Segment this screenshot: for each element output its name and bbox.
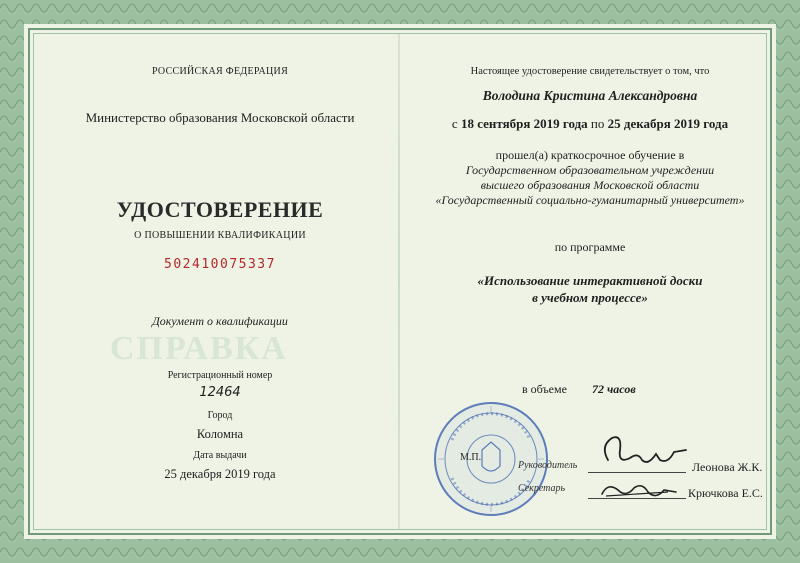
training-line: прошел(а) краткосрочное обучение в <box>495 148 685 162</box>
issue-date: 25 декабря 2019 года <box>164 467 276 481</box>
city-label: Город <box>207 410 233 421</box>
period-start: 18 сентября 2019 года <box>460 116 588 131</box>
program-line-1: «Использование интерактивной доски <box>477 273 703 288</box>
official-seal <box>432 400 550 518</box>
head-signature <box>598 430 690 474</box>
period-end: 25 декабря 2019 года <box>607 116 729 131</box>
head-name: Леонова Ж.К. <box>692 460 763 474</box>
program-line-2: в учебном процессе» <box>532 290 648 305</box>
program-label: по программе <box>554 240 626 254</box>
seal-place-label: М.П. <box>460 452 482 463</box>
training-period <box>400 116 780 132</box>
institution-line-3: «Государственный социально-гуманитарный университет» <box>435 193 745 207</box>
watermark: СПРАВКА <box>110 330 288 367</box>
ministry-name: Министерство образования Московской области <box>85 110 355 125</box>
secretary-signature <box>598 478 678 504</box>
secretary-label: Секретарь <box>518 483 566 494</box>
period-middle: по <box>590 116 605 131</box>
document-subtitle: О ПОВЫШЕНИИ КВАЛИФИКАЦИИ <box>134 230 306 241</box>
institution-line-2: высшего образования Московской области <box>480 178 700 192</box>
city: Коломна <box>196 427 244 441</box>
federation-label: РОССИЙСКАЯ ФЕДЕРАЦИЯ <box>151 66 289 77</box>
reg-number: 12464 <box>199 385 241 400</box>
head-label: Руководитель <box>518 460 578 471</box>
intro-text: Настоящее удостоверение свидетельствует о том, что <box>470 66 710 77</box>
volume-value: 72 часов <box>592 382 636 396</box>
period-prefix: с <box>451 116 458 131</box>
institution-line-1: Государственном образовательном учреждении <box>465 163 715 177</box>
recipient-name: Володина Кристина Александровна <box>482 88 698 103</box>
volume-label: в объеме <box>522 382 567 396</box>
secretary-name: Крючкова Е.С. <box>688 486 763 500</box>
date-label: Дата выдачи <box>193 450 247 461</box>
document-title: УДОСТОВЕРЕНИЕ <box>116 197 324 222</box>
reg-number-label: Регистрационный номер <box>167 370 273 381</box>
document-type: Документ о квалификации <box>152 314 288 328</box>
serial-number: 502410075337 <box>164 257 276 272</box>
